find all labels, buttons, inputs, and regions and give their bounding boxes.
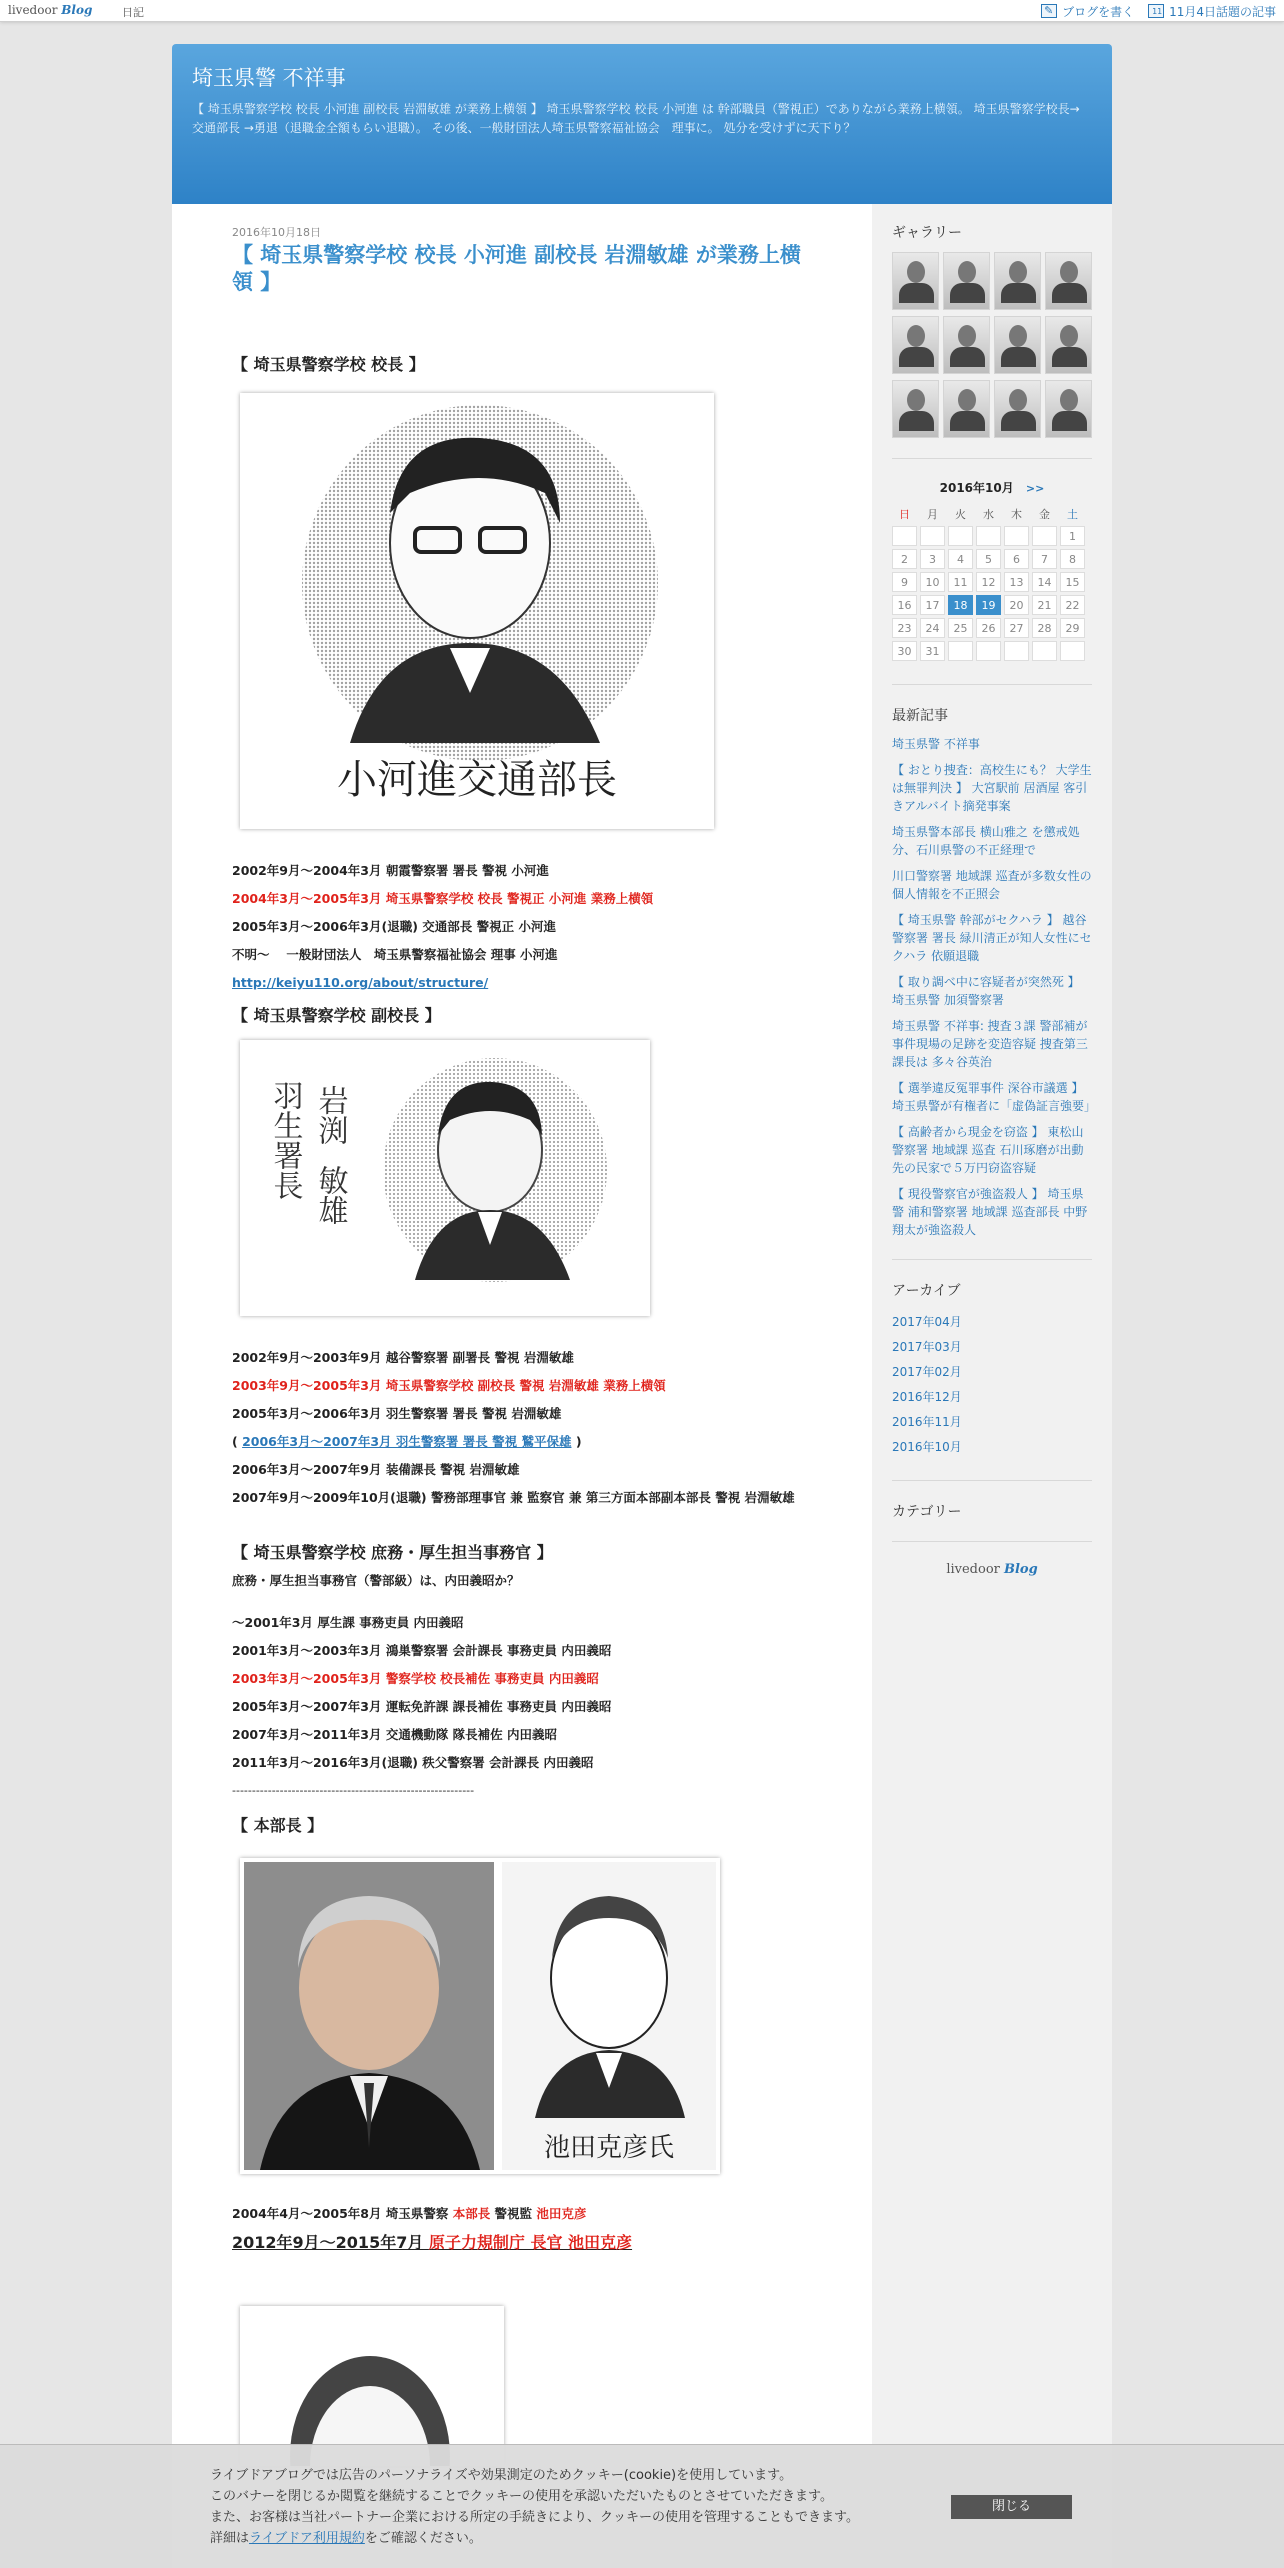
career-line: 2002年9月～2003年9月 越谷警察署 副署長 警視 岩淵敏雄 bbox=[232, 1350, 574, 1365]
write-blog-link[interactable] bbox=[1041, 3, 1134, 20]
chief-portrait-image bbox=[240, 1858, 720, 2174]
topbar-right bbox=[1041, 3, 1276, 20]
career-line: 2005年3月～2006年3月 羽生警察署 署長 警視 岩淵敏雄 bbox=[232, 1406, 562, 1421]
calendar-day-active[interactable]: 18 bbox=[948, 595, 973, 615]
calendar-day: 1 bbox=[1060, 526, 1085, 546]
career-line-highlight: 2003年3月～2005年3月 警察学校 校長補佐 事務吏員 内田義昭 bbox=[232, 1671, 599, 1686]
chief-line-highlight: 池田克彦 bbox=[536, 2206, 587, 2221]
principal-career-list bbox=[232, 857, 812, 997]
archive-heading: アーカイブ bbox=[892, 1283, 961, 1299]
career-line: 2007年9月～2009年10月(退職) 警務部理事官 兼 監察官 兼 第三方面本部副本部長 警視 岩淵敏雄 bbox=[232, 1490, 795, 1505]
calendar-day bbox=[892, 526, 917, 546]
recent-item[interactable]: 【 現役警察官が強盗殺人 】 埼玉県警 浦和警察署 地域課 巡査部長 中野翔太が強盗殺人 bbox=[892, 1187, 1088, 1237]
calendar-day: 10 bbox=[920, 572, 945, 592]
calendar-next-link[interactable]: >> bbox=[1025, 482, 1045, 495]
terms-link[interactable]: ライブドア利用規約 bbox=[249, 2531, 365, 2546]
cookie-text-line bbox=[210, 2528, 1284, 2549]
calendar-icon bbox=[1148, 4, 1164, 18]
recent-item[interactable]: 【 取り調べ中に容疑者が突然死 】 埼玉県警 加須警察署 bbox=[892, 975, 1080, 1007]
gallery-thumb[interactable] bbox=[892, 316, 939, 374]
vice-principal-photo[interactable] bbox=[240, 1040, 650, 1316]
page-body bbox=[172, 204, 1112, 2568]
calendar-day: 14 bbox=[1032, 572, 1057, 592]
cookie-text-part: をご確認ください。 bbox=[364, 2531, 482, 2546]
calendar-day: 20 bbox=[1004, 595, 1029, 615]
principal-photo-caption: 小河進交通部長 bbox=[337, 757, 617, 803]
weekday-sun: 日 bbox=[899, 508, 910, 521]
career-line: 2001年3月～2003年3月 鴻巣警察署 会計課長 事務吏員 内田義昭 bbox=[232, 1643, 612, 1658]
calendar-day: 6 bbox=[1004, 549, 1029, 569]
calendar-day: 4 bbox=[948, 549, 973, 569]
weekday-wed: 水 bbox=[983, 508, 994, 521]
calendar-weekdays bbox=[892, 505, 1085, 523]
recent-item[interactable]: 埼玉県警本部長 横山雅之 を懲戒処分、石川県警の不正経理で bbox=[892, 825, 1080, 857]
paren-close: ) bbox=[575, 1434, 582, 1449]
recent-item[interactable]: 埼玉県警 不祥事 bbox=[892, 737, 980, 751]
chief-line-highlight: 本部長 bbox=[452, 2206, 491, 2221]
recent-list bbox=[892, 735, 1097, 1239]
career-line: 2005年3月～2007年3月 運転免許課 課長補佐 事務吏員 内田義昭 bbox=[232, 1699, 612, 1714]
post-title[interactable]: 【 埼玉県警察学校 校長 小河進 副校長 岩淵敏雄 が業務上横領 】 bbox=[232, 243, 801, 294]
recent-item[interactable]: 【 埼玉県警 幹部がセクハラ 】 越谷警察署 署長 緑川清正が知人女性にセクハラ 依願退職 bbox=[892, 913, 1092, 963]
weekday-sat: 土 bbox=[1067, 508, 1078, 521]
archive-item[interactable]: 2016年10月 bbox=[892, 1440, 962, 1454]
calendar-day: 22 bbox=[1060, 595, 1085, 615]
calendar-day: 11 bbox=[948, 572, 973, 592]
calendar-day bbox=[948, 526, 973, 546]
extra-portrait-image bbox=[240, 2306, 504, 2466]
trending-label: 11月4日話題の記事 bbox=[1169, 5, 1276, 19]
gallery-grid bbox=[892, 252, 1092, 438]
gallery-thumb[interactable] bbox=[943, 380, 990, 438]
gallery-thumb[interactable] bbox=[1045, 252, 1092, 310]
calendar-day: 25 bbox=[948, 618, 973, 638]
extra-photo[interactable] bbox=[240, 2306, 504, 2466]
principal-portrait-image bbox=[240, 393, 714, 829]
calendar-day bbox=[976, 526, 1001, 546]
chief-line-part: 2004年4月～2005年8月 埼玉県警察 bbox=[232, 2206, 453, 2221]
section-heading-clerk: 【 埼玉県警察学校 庶務・厚生担当事務官 】 bbox=[232, 1543, 553, 1562]
chief-career-line bbox=[232, 2200, 812, 2228]
cookie-text-part: 詳細は bbox=[210, 2531, 250, 2546]
nikki-link[interactable]: 日記 bbox=[122, 6, 144, 19]
cookie-text-line: また、お客様は当社パートナー企業における所定の手続きにより、クッキーの使用を管理することもできます。 bbox=[210, 2510, 859, 2525]
calendar-day: 2 bbox=[892, 549, 917, 569]
gallery-thumb[interactable] bbox=[994, 252, 1041, 310]
gallery-thumb[interactable] bbox=[943, 316, 990, 374]
career-line-paren bbox=[232, 1428, 812, 1456]
blog-title[interactable]: 埼玉県警 不祥事 bbox=[192, 66, 346, 90]
sidebar-divider bbox=[892, 684, 1092, 685]
blog-header bbox=[172, 44, 1112, 204]
career-line: 2005年3月～2006年3月(退職) 交通部長 警視正 小河進 bbox=[232, 919, 556, 934]
cookie-banner bbox=[0, 2444, 1284, 2568]
weekday-tue: 火 bbox=[955, 508, 966, 521]
calendar-day: 17 bbox=[920, 595, 945, 615]
clerk-career-list bbox=[232, 1609, 812, 1805]
vice-photo-name-a: 岩渕 bbox=[312, 1085, 348, 1145]
calendar-day bbox=[1004, 526, 1029, 546]
calendar-day: 7 bbox=[1032, 549, 1057, 569]
recent-item[interactable]: 埼玉県警 不祥事: 捜査３課 警部補が事件現場の足跡を変造容疑 捜査第三課長は 多々谷英治 bbox=[892, 1019, 1088, 1069]
weekday-mon: 月 bbox=[927, 508, 938, 521]
recent-item[interactable]: 川口警察署 地域課 巡査が多数女性の個人情報を不正照会 bbox=[892, 869, 1092, 901]
career-line: 2011年3月～2016年3月(退職) 秩父警察署 会計課長 内田義昭 bbox=[232, 1755, 594, 1770]
calendar-day-active[interactable]: 19 bbox=[976, 595, 1001, 615]
calendar-day bbox=[1060, 641, 1085, 661]
archive-item[interactable]: 2017年02月 bbox=[892, 1365, 962, 1379]
calendar-day: 28 bbox=[1032, 618, 1057, 638]
calendar-day: 29 bbox=[1060, 618, 1085, 638]
gallery-thumb[interactable] bbox=[892, 380, 939, 438]
calendar-day bbox=[920, 526, 945, 546]
recent-item[interactable]: 【 選挙違反冤罪事件 深谷市議選 】 埼玉県警が有権者に「虚偽証言強要」 bbox=[892, 1081, 1097, 1113]
calendar-day: 30 bbox=[892, 641, 917, 661]
chief-nra-line bbox=[232, 2228, 812, 2258]
career-line: 2006年3月～2007年9月 装備課長 警視 岩淵敏雄 bbox=[232, 1462, 520, 1477]
calendar-table bbox=[889, 502, 1088, 664]
career-line: 2007年3月～2011年3月 交通機動隊 隊長補佐 内田義昭 bbox=[232, 1727, 558, 1742]
calendar-day: 31 bbox=[920, 641, 945, 661]
archive-list bbox=[892, 1310, 1092, 1460]
cookie-close-button[interactable]: 閉じる bbox=[951, 2495, 1072, 2519]
archive-item[interactable]: 2017年04月 bbox=[892, 1315, 962, 1329]
vice-photo-name-b: 敏雄 bbox=[312, 1165, 348, 1225]
post-date: 2016年10月18日 bbox=[232, 226, 321, 239]
calendar-month: 2016年10月 bbox=[939, 481, 1014, 495]
sidebar-divider bbox=[892, 1541, 1092, 1542]
calendar-day: 26 bbox=[976, 618, 1001, 638]
principal-photo[interactable] bbox=[240, 393, 714, 829]
archive-item[interactable]: 2016年11月 bbox=[892, 1415, 962, 1429]
write-blog-label: ブログを書く bbox=[1062, 5, 1135, 19]
gallery-thumb[interactable] bbox=[1045, 380, 1092, 438]
recent-item[interactable]: 【 おとり捜査：高校生にも？ 大学生は無罪判決 】 大宮駅前 居酒屋 客引きアルバイト摘発事案 bbox=[892, 763, 1092, 813]
chief-photo-caption: 池田克彦氏 bbox=[543, 2133, 675, 2163]
calendar-day: 3 bbox=[920, 549, 945, 569]
calendar-day: 13 bbox=[1004, 572, 1029, 592]
calendar-day: 9 bbox=[892, 572, 917, 592]
calendar-day bbox=[1032, 526, 1057, 546]
career-line: 2002年9月～2004年3月 朝霞警察署 署長 警視 小河進 bbox=[232, 863, 549, 878]
clerk-note: 庶務・厚生担当事務官（警部級）は、内田義昭か？ bbox=[232, 1573, 520, 1588]
cookie-text-line: このバナーを閉じるか閲覧を継続することでクッキーの使用を承認いただいたものとさせていただきます。 bbox=[210, 2489, 833, 2504]
calendar-day bbox=[1004, 641, 1029, 661]
gallery-thumb[interactable] bbox=[943, 252, 990, 310]
gallery-thumb[interactable] bbox=[994, 380, 1041, 438]
livedoor-topbar bbox=[0, 0, 1284, 22]
hanyu-chief-link[interactable]: 2006年3月～2007年3月 羽生警察署 署長 警視 鷲平保雄 bbox=[242, 1434, 572, 1449]
chief-photo[interactable] bbox=[240, 1858, 720, 2174]
archive-item[interactable]: 2016年12月 bbox=[892, 1390, 962, 1404]
section-heading-principal: 【 埼玉県警察学校 校長 】 bbox=[232, 355, 425, 374]
career-line-highlight: 2004年3月～2005年3月 埼玉県警察学校 校長 警視正 小河進 業務上横領 bbox=[232, 891, 654, 906]
trending-link[interactable] bbox=[1148, 3, 1276, 20]
career-line-highlight: 2003年9月～2005年3月 埼玉県警察学校 副校長 警視 岩淵敏雄 業務上横領 bbox=[232, 1378, 666, 1393]
paren-open: ( bbox=[232, 1434, 238, 1449]
career-line: 不明～ 一般財団法人 埼玉県警察福祉協会 理事 小河進 bbox=[232, 947, 558, 962]
calendar-day: 16 bbox=[892, 595, 917, 615]
vice-principal-career-list bbox=[232, 1344, 812, 1512]
weekday-thu: 木 bbox=[1011, 508, 1022, 521]
calendar-title bbox=[892, 479, 1092, 496]
calendar-day bbox=[1032, 641, 1057, 661]
nra-line-part: 2012年9月～2015年7月 bbox=[232, 2233, 429, 2252]
calendar-day: 23 bbox=[892, 618, 917, 638]
vice-principal-portrait-image bbox=[240, 1040, 650, 1316]
livedoor-logo[interactable]: livedoor Blog bbox=[8, 3, 93, 17]
vice-photo-title: 羽生署長 bbox=[267, 1080, 303, 1200]
section-heading-vice-principal: 【 埼玉県警察学校 副校長 】 bbox=[232, 1006, 441, 1025]
calendar-day bbox=[948, 641, 973, 661]
footer-livedoor-logo[interactable]: livedoor Blog bbox=[946, 1562, 1038, 1577]
gallery-thumb[interactable] bbox=[994, 316, 1041, 374]
nra-line-highlight: 原子力規制庁 長官 池田克彦 bbox=[428, 2233, 633, 2252]
gallery-heading: ギャラリー bbox=[892, 225, 962, 241]
chief-line-part: 警視監 bbox=[490, 2206, 537, 2221]
sidebar bbox=[872, 204, 1112, 2568]
calendar-day: 24 bbox=[920, 618, 945, 638]
calendar-day: 8 bbox=[1060, 549, 1085, 569]
sidebar-divider bbox=[892, 1259, 1092, 1260]
category-heading: カテゴリー bbox=[892, 1504, 962, 1520]
cookie-text-line: ライブドアブログでは広告のパーソナライズや効果測定のためクッキー(cookie)を使用しています。 bbox=[210, 2468, 793, 2483]
recent-item[interactable]: 【 高齢者から現金を窃盗 】 東松山警察署 地域課 巡査 石川琢磨が出動先の民家で５万円窃盗容疑 bbox=[892, 1125, 1084, 1175]
calendar-day: 5 bbox=[976, 549, 1001, 569]
recent-heading: 最新記事 bbox=[892, 708, 948, 724]
pencil-icon bbox=[1041, 4, 1057, 18]
calendar-day bbox=[976, 641, 1001, 661]
archive-item[interactable]: 2017年03月 bbox=[892, 1340, 962, 1354]
section-heading-chief: 【 本部長 】 bbox=[232, 1816, 324, 1835]
keiyu-structure-link[interactable]: http://keiyu110.org/about/structure/ bbox=[232, 975, 489, 990]
gallery-thumb[interactable] bbox=[892, 252, 939, 310]
main-article bbox=[172, 204, 872, 2568]
gallery-thumb[interactable] bbox=[1045, 316, 1092, 374]
career-line: ～2001年3月 厚生課 事務吏員 内田義昭 bbox=[232, 1615, 464, 1630]
weekday-fri: 金 bbox=[1039, 508, 1050, 521]
calendar-day: 21 bbox=[1032, 595, 1057, 615]
calendar-day: 27 bbox=[1004, 618, 1029, 638]
calendar-day: 12 bbox=[976, 572, 1001, 592]
calendar-day: 15 bbox=[1060, 572, 1085, 592]
divider-line: ------------------------------------------------------------- bbox=[232, 1784, 475, 1797]
sidebar-divider bbox=[892, 458, 1092, 459]
sidebar-divider bbox=[892, 1480, 1092, 1481]
blog-description: 【 埼玉県警察学校 校長 小河進 副校長 岩淵敏雄 が業務上横領 】 埼玉県警察学校 校長 小河進 は 幹部職員（警視正）でありながら業務上横領。 埼玉県警察学校長→ 交通部長 →勇退（退職金全額もらい退職）。 その後、一般財団法人埼玉県警察福祉協会 理事に。 処分を受けずに天下り？ bbox=[192, 102, 1080, 135]
